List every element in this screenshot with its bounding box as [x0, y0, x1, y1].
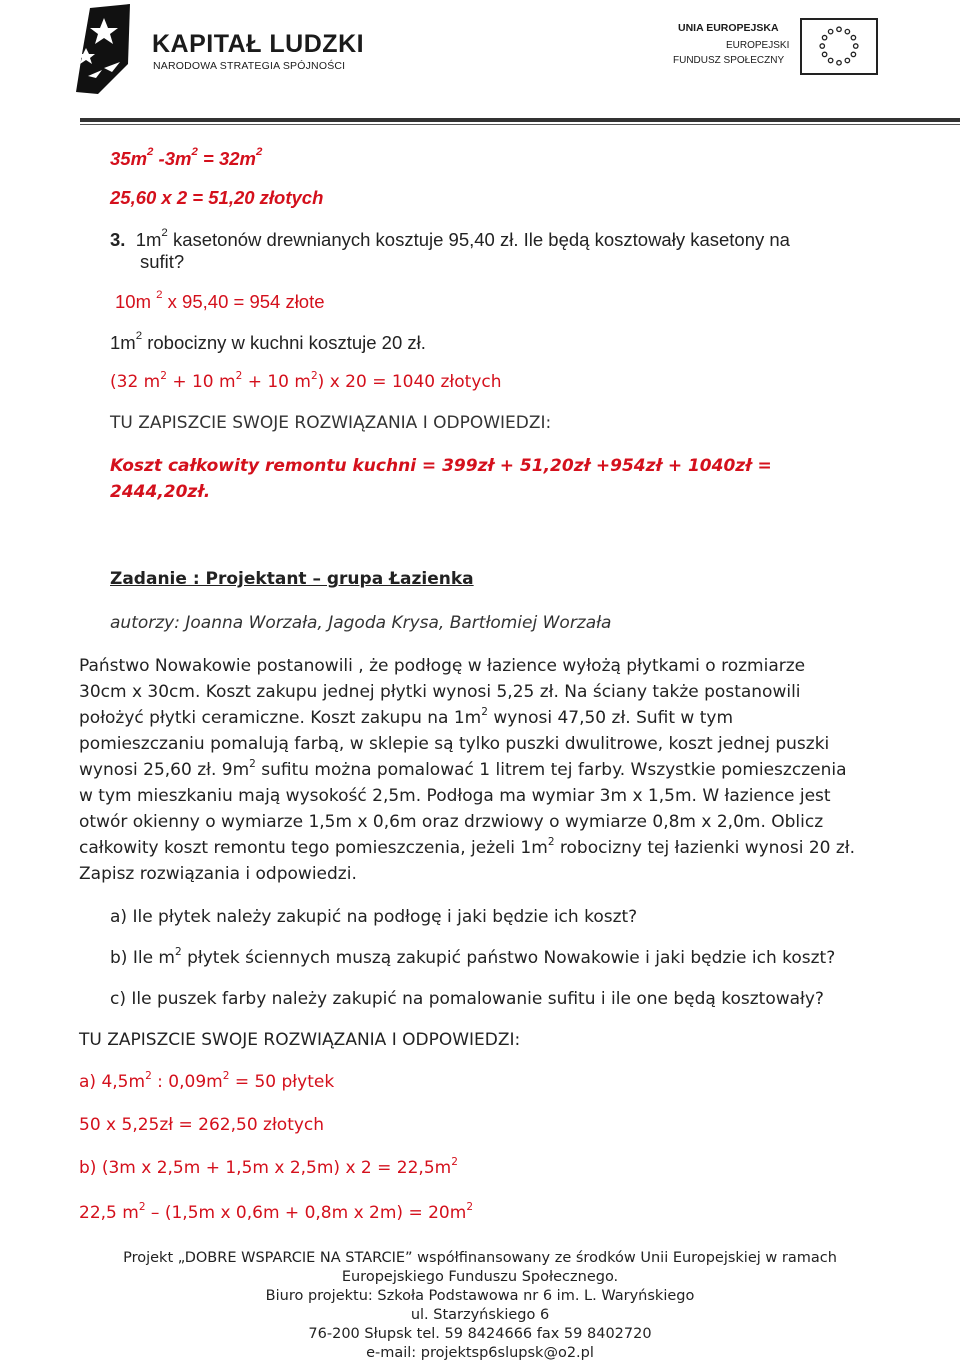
task-body-line1: Państwo Nowakowie postanowili , że podłogę w łazience wyłożą płytkami o rozmiarze — [79, 656, 806, 676]
task-authors: autorzy: Joanna Worzała, Jagoda Krysa, Bartłomiej Worzała — [110, 613, 612, 633]
calc-labor: (32 $m^2 + 10$ $m^2 + 10$ $m^2$) x 20 = 1040 złotych — [110, 370, 502, 392]
task-body-line5: wynosi 25,60 zł. $9m^2$ sufitu można pomalować 1 litrem tej farby. Wszystkie pomieszczenia — [79, 758, 847, 780]
calc-tile-cost: 25,60 x 2 = 51,20 złotych — [110, 187, 324, 208]
footer-line3: Biuro projektu: Szkoła Podstawowa nr 6 im. L. Waryńskiego — [265, 1288, 695, 1304]
eu-title: UNIA EUROPEJSKA — [678, 22, 779, 34]
item-3: 3. $1m^2$ kasetonów drewnianych kosztuje 95,40 zł. Ile będą kosztowały kasetony na — [110, 227, 790, 250]
footer-line5: 76-200 Słupsk tel. 59 8424666 fax 59 8402720 — [308, 1326, 652, 1342]
item-3-cont: sufit? — [140, 251, 185, 272]
total-cost-line1: Koszt całkowity remontu kuchni = 399zł + 51,20zł +954zł + 1040zł = — [110, 456, 772, 476]
eu-fund-line2: FUNDUSZ SPOŁECZNY — [673, 55, 785, 66]
header-divider-thin — [80, 124, 960, 125]
task-body-line8: całkowity koszt remontu tego pomieszczenia, jeżeli $1m^2$ robocizny tej łazienki wynosi 20 zł. — [79, 836, 856, 858]
task-body-line3: położyć płytki ceramiczne. Koszt zakupu na $1m^2$ wynosi 47,50 zł. Sufit w tym — [79, 706, 734, 728]
eu-fund-line1: EUROPEJSKI — [726, 40, 790, 51]
task-body-line4: pomieszczaniu pomalują farbą, w sklepie są tylko puszki dwulitrowe, koszt jednej puszki — [79, 734, 830, 754]
answer-b: b) (3m x 2,5m + 1,5m x 2,5m) x $2 = 22,5m^2$ — [79, 1156, 458, 1178]
footer-line1: Projekt „DOBRE WSPARCIE NA STARCIE” współfinansowany ze środków Unii Europejskiej w ramach — [123, 1250, 837, 1266]
question-b: b) Ile $m^2$ płytek ściennych muszą zakupić państwo Nowakowie i jaki będzie ich koszt? — [110, 946, 836, 968]
answer-prompt-2: TU ZAPISZCIE SWOJE ROZWIĄZANIA I ODPOWIEDZI: — [79, 1030, 521, 1050]
footer-line2: Europejskiego Funduszu Społecznego. — [341, 1269, 619, 1285]
footer-line4: ul. Starzyńskiego 6 — [410, 1307, 550, 1323]
labor-cost: $1m^2$ robocizny w kuchni kosztuje 20 zł. — [110, 330, 426, 353]
calc-area: $35m^2$ $-3m^2 = 32m^2$ — [110, 146, 263, 169]
kapital-ludzki-logo-icon — [68, 4, 138, 98]
task-title: Zadanie : Projektant – grupa Łazienka — [110, 569, 474, 589]
question-c: c) Ile puszek farby należy zakupić na pomalowanie sufitu i ile one będą kosztowały? — [110, 989, 824, 1009]
logo-title: KAPITAŁ LUDZKI — [152, 30, 365, 58]
answer-b-net: 22,5 $m^2 - (1,5m$ x 0,6m + 0,8m x $2m) = 20m^2$ — [79, 1201, 474, 1223]
calc-coffers: 10m $^2$ x 95,40 = 954 złote — [115, 289, 325, 312]
task-body-line2: 30cm x 30cm. Koszt zakupu jednej płytki wynosi 5,25 zł. Na ściany także postanowili — [79, 682, 801, 702]
eu-flag-icon — [800, 18, 878, 75]
footer-email: e-mail: projektsp6slupsk@o2.pl — [366, 1345, 594, 1361]
task-body-line9: Zapisz rozwiązania i odpowiedzi. — [79, 864, 357, 884]
question-a: a) Ile płytek należy zakupić na podłogę i jaki będzie ich koszt? — [110, 907, 638, 927]
task-body-line6: w tym mieszkaniu mają wysokość 2,5m. Podłoga ma wymiar 3m x 1,5m. W łazience jest — [79, 786, 831, 806]
answer-a-cost: 50 x 5,25zł = 262,50 złotych — [79, 1115, 325, 1135]
answer-prompt-1: TU ZAPISZCIE SWOJE ROZWIĄZANIA I ODPOWIEDZI: — [110, 413, 552, 433]
total-cost-line2: 2444,20zł. — [110, 482, 211, 502]
logo-subtitle: NARODOWA STRATEGIA SPÓJNOŚCI — [153, 60, 346, 72]
task-body-line7: otwór okienny o wymiarze 1,5m x 0,6m oraz drzwiowy o wymiarze 0,8m x 2,0m. Oblicz — [79, 812, 824, 832]
answer-a: a) $4,5m^2$ : $0,09m^2 = 50$ płytek — [79, 1070, 335, 1092]
header-divider — [80, 118, 960, 122]
